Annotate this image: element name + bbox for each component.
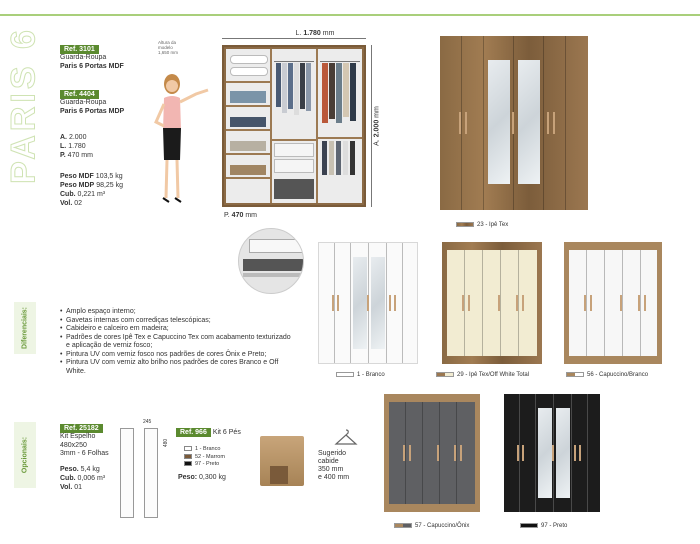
drawer-detail bbox=[238, 228, 304, 294]
width-line bbox=[222, 38, 366, 39]
hanger-icon bbox=[334, 428, 358, 448]
interior-diagram bbox=[222, 45, 366, 207]
list-item: • Gavetas internas com corrediças telescópicas; bbox=[60, 317, 292, 326]
diferenciais-list bbox=[60, 308, 292, 376]
opcionais-sidebar: Opcionais: bbox=[14, 422, 36, 488]
mirror-height-label: 480 bbox=[163, 438, 170, 448]
vertical-title: PARIS 6 bbox=[4, 26, 43, 184]
width-dimension: L. 1.780 mm bbox=[295, 30, 335, 37]
height-line bbox=[371, 45, 372, 207]
list-item: • Padrões de cores Ipê Tex e Capuccino Tex com acabamento texturizado e aplicação de verniz fosco; bbox=[60, 334, 292, 351]
mirror-width-label: 245 bbox=[143, 419, 152, 425]
list-item: • Pintura UV com verniz fosco nos padrões de cores Ônix e Preto; bbox=[60, 351, 292, 360]
height-dimension: A. 2.000 mm bbox=[373, 106, 381, 146]
ref-badge: Ref. 4404 bbox=[60, 90, 99, 99]
product-ref-mdf bbox=[60, 45, 124, 71]
weight-specs: Peso MDF 103,5 kg Peso MDP 98,25 kg Cub. 0,221 m³ Vol. 02 bbox=[60, 173, 124, 207]
mirror-panel-left bbox=[120, 428, 134, 518]
product-name: Paris 6 Portas MDF bbox=[60, 62, 124, 70]
product-type: Guarda-Roupa bbox=[60, 99, 107, 106]
caption-capuccino-onix: 57 - Capuccino/Ônix bbox=[394, 523, 469, 529]
caption-preto: 97 - Preto bbox=[520, 523, 567, 529]
caption-capuccino-branco: 56 - Capuccino/Branco bbox=[566, 372, 648, 378]
product-type: Guarda-Roupa bbox=[60, 54, 107, 61]
diferenciais-sidebar: Diferenciais: bbox=[14, 302, 36, 354]
foot-image bbox=[260, 436, 304, 486]
model-height-note: Altura da modelo 1,650 mm bbox=[158, 40, 179, 55]
ref-badge: Ref. 25182 bbox=[60, 424, 103, 433]
wardrobe-capuccino-onix bbox=[384, 394, 480, 512]
mirror-kit bbox=[60, 424, 109, 459]
caption-branco: 1 - Branco bbox=[336, 372, 385, 378]
list-item: • Amplo espaço interno; bbox=[60, 308, 292, 317]
caption-ipe: 23 - Ipê Tex bbox=[456, 222, 508, 228]
hanger-note: Sugerido cabide 350 mm e 400 mm bbox=[318, 450, 350, 481]
depth-dimension: P. 470 mm bbox=[224, 212, 257, 219]
wardrobe-ipe-tex bbox=[440, 36, 588, 210]
ref-badge: Ref. 966 bbox=[176, 428, 211, 437]
feet-weight: Peso: 0,300 kg bbox=[178, 474, 226, 481]
top-rule bbox=[0, 14, 700, 16]
dimension-specs: A. 2.000 L. 1.780 P. 470 mm bbox=[60, 134, 93, 159]
ref-badge: Ref. 3101 bbox=[60, 45, 99, 54]
feet-colors: 1 - Branco 52 - Marrom 97 - Preto bbox=[184, 446, 225, 469]
wardrobe-ipe-offwhite bbox=[442, 242, 542, 364]
kit-name: Kit Espelho bbox=[60, 433, 96, 440]
product-name: Paris 6 Portas MDP bbox=[60, 107, 125, 115]
caption-ipe-offwhite: 29 - Ipê Tex/Off White Total bbox=[436, 372, 529, 378]
kit-detail: 3mm - 6 Folhas bbox=[60, 450, 109, 457]
mirror-kit-specs: Peso. 5,4 kg Cub. 0,006 m³ Vol. 01 bbox=[60, 466, 106, 491]
list-item: • Cabideiro e calceiro em madeira; bbox=[60, 325, 292, 334]
wardrobe-capuccino-branco bbox=[564, 242, 662, 364]
kit-size: 480x250 bbox=[60, 441, 87, 449]
list-item: • Pintura UV com verniz alto brilho nos padrões de cores Branco e Off White. bbox=[60, 359, 292, 376]
wardrobe-branco bbox=[318, 242, 418, 364]
wardrobe-preto bbox=[504, 394, 600, 512]
model-figure bbox=[150, 70, 212, 210]
kit-name: Kit 6 Pés bbox=[212, 429, 241, 436]
mirror-panel-right bbox=[144, 428, 158, 518]
product-ref-mdp bbox=[60, 90, 124, 116]
feet-kit bbox=[176, 428, 241, 437]
